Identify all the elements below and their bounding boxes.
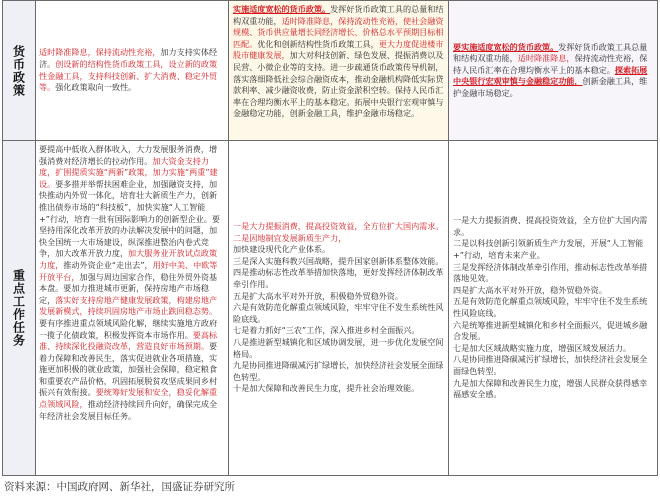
highlight-text: 用好中美、中欧等开放平台， [39, 259, 218, 282]
plain-text: 强化政策取向一致性。 [55, 82, 137, 93]
highlight-text: 适时降准降息， [517, 53, 575, 64]
task-list-item: 加快建设现代化产业体系。 [233, 244, 331, 255]
monetary-col2-text [233, 4, 444, 120]
highlight-bold-text: 探索拓展中央银行宏观审慎与金融稳定功能， [453, 64, 648, 87]
plain-text: 加强与周边国家合作，稳住外贸外资基本盘。要加力推进城市更新，保持房地产市场稳定， [39, 271, 218, 305]
task-list-item: 六是有效防范化解重点领域风险，牢牢守住不发生系统性风险底线。 [233, 302, 444, 324]
highlight-text: 要统筹好发展和安全，稳妥化解重点领域风险， [39, 387, 218, 410]
task-list-item: 四是推动标志性改革举措加快落地，更好发挥经济体制改革牵引作用。 [233, 267, 444, 290]
task-list-item: 七是着力抓好“三农”工作，深入推进乡村全面振兴。 [233, 325, 420, 336]
key-tasks-col1-text [39, 144, 224, 422]
plain-text: 加力支持实体经济。 [39, 47, 218, 69]
highlight-text: 创设新的结构性货币政策工具，设立新的政策性金融工具，支持科技创新、扩大消费、稳定外贸等。 [39, 58, 218, 93]
task-list-item: 二是以科技创新引领新质生产力发展，开展“人工智能+”行动，培育未来产业。 [453, 238, 644, 261]
task-list-item: 九是加大保障和改善民生力度，增强人民群众获得感幸福感安全感。 [453, 377, 648, 400]
key-tasks-col1 [35, 141, 229, 475]
task-list-item: 三是深入实施科教兴国战略，提升国家创新体系整体效能。 [233, 255, 444, 266]
key-tasks-col2 [229, 141, 449, 475]
monetary-col1 [35, 1, 229, 140]
task-list-item: 二是因地制宜发展新质生产力， [233, 232, 347, 243]
row-header-label: 货币政策 [11, 44, 26, 97]
highlight-text: 要高标准、持续深化投融资改革，营造良好市场预期。 [39, 329, 218, 352]
monetary-col1-text [39, 47, 224, 93]
task-list-item: 四是扩大高水平对外开放，稳外贸稳外资。 [453, 284, 607, 295]
task-list-item: 七是加大区域战略实施力度，增强区域发展活力。 [453, 342, 632, 353]
task-list-item: 三是发挥经济体制改革牵引作用，推动标志性改革举措落地见效。 [453, 261, 648, 284]
highlight-bold-text: 实施适度宽松的货币政策。 [233, 4, 331, 14]
highlight-text: 加大资金支持力度，扩围提质实施“两新”政策，加力实施“两重”建设。 [39, 155, 218, 189]
plain-text: 创新金融工具，维护金融市场稳定。 [453, 76, 648, 98]
monetary-policy-row [3, 1, 657, 141]
highlight-text: 适时降准降息，保持流动性充裕， [39, 47, 161, 58]
plain-text: 推动外资企业“走出去”， [63, 259, 153, 270]
task-list-item: 十是加大保障和改善民生力度，提升社会治理效能。 [233, 383, 420, 394]
highlight-bold-text: 要实施适度宽松的货币政策。 [453, 41, 559, 52]
plain-text: 发挥好货币政策工具总量和结构双重功能， [453, 41, 648, 64]
row-header-monetary [3, 1, 36, 140]
key-tasks-col3-list [453, 215, 653, 401]
highlight-text: 落实好支持房地产健康发展政策，构建房地产发展新模式，持续巩固房地产市场止跌回稳态势。 [39, 294, 218, 317]
monetary-col3 [449, 1, 657, 140]
source-note: 资料来源：中国政府网、新华社，国盛证券研究所 [4, 481, 235, 493]
plain-text: 推动经济持续回升向好，确保完成全年经济社会发展目标任务。 [39, 399, 218, 421]
plain-text: 加大对科技创新、绿色发展、提振消费以及民营、小微企业等的支持。进一步疏通货币政策传导机制，落实落细降低社会综合融资成本，推动金融机构降低实际贷款利率、减少融资收费，防止资金淤积空转。保持人民币汇率在合理均衡水平上的基本稳定。拓展中央银行宏观审慎与金融稳定功能，创新金融工具，维护金融市场稳定。 [233, 50, 444, 119]
plain-text: 要着力保障和改善民生，落实促进就业各项措施，实施更加积极的就业政策，加强社会保障，稳定粮食和重要农产品价格，巩固拓展脱贫攻坚成果同乡村振兴有效衔接。 [39, 341, 218, 398]
policy-comparison-table [2, 0, 658, 476]
plain-text: 发挥好货币政策工具的总量和结构双重功能， [233, 4, 444, 26]
task-list-item: 八是协同推进降碳减污扩绿增长，加快经济社会发展全面绿色转型。 [453, 354, 648, 376]
plain-text: 要多措并举帮扶困难企业，加强融资支持，加快推动内外贸一体化，培育壮大新质生产力，创新推出债券市场的“科技板”，加快实施“人工智能+”行动，培育一批有国际影响力的创新型企业。 [39, 178, 218, 224]
highlight-text: 适时降准降息，保持流动性充裕，使社会融资规模、货币供应量增长同经济增长、价格总水平预期目标相匹配。 [233, 15, 444, 49]
key-tasks-row [3, 141, 657, 475]
highlight-text: 更大力度促进楼市股市健康发展， [233, 38, 444, 61]
row-header-label: 重点工作任务 [11, 269, 26, 347]
task-list-item: 八是推进新型城镇化和区域协调发展，进一步优化发展空间格局。 [233, 336, 444, 359]
task-list-item: 五是有效防范化解重点领域风险，牢牢守住不发生系统性风险底线。 [453, 296, 648, 318]
task-list-item: 六是统筹推进新型城镇化和乡村全面振兴，促进城乡融合发展。 [453, 319, 648, 342]
task-list-item: 九是协同推进降碳减污扩绿增长，加快经济社会发展全面绿色转型。 [233, 360, 444, 382]
plain-text: 要有序推进重点领域风险化解，继续实施地方政府一揽子化债政策，积极发挥资本市场作用。 [39, 317, 218, 340]
key-tasks-col3 [449, 141, 657, 475]
task-list-item: 一是大力提振消费，提高投资效益，全方位扩大国内需求。 [233, 221, 444, 232]
plain-text: 优化和创新结构性货币政策工具， [257, 38, 379, 49]
task-list-item: 五是扩大高水平对外开放，积极稳外贸稳外资。 [233, 290, 403, 301]
task-list-item: 一是大力提振消费、提高投资效益，全方位扩大国内需求。 [453, 215, 648, 237]
row-header-key-tasks [3, 141, 36, 475]
monetary-col2 [229, 1, 449, 140]
plain-text: 保持流动性充裕，保持人民币汇率在合理均衡水平上的基本稳定。 [453, 53, 648, 75]
monetary-col3-text [453, 42, 653, 100]
plain-text: 要坚持用深化改革开放的办法解决发展中的问题，加快全国统一大市场建设，纵深推进整治内卷式竞争，加大改革开放力度， [39, 213, 220, 259]
key-tasks-col2-list [233, 221, 444, 395]
highlight-text: 加大服务业开放试点政策力度， [39, 248, 218, 270]
plain-text: 要提高中低收入群体收入，大力发展服务消费，增强消费对经济增长的拉动作用。 [39, 144, 218, 166]
